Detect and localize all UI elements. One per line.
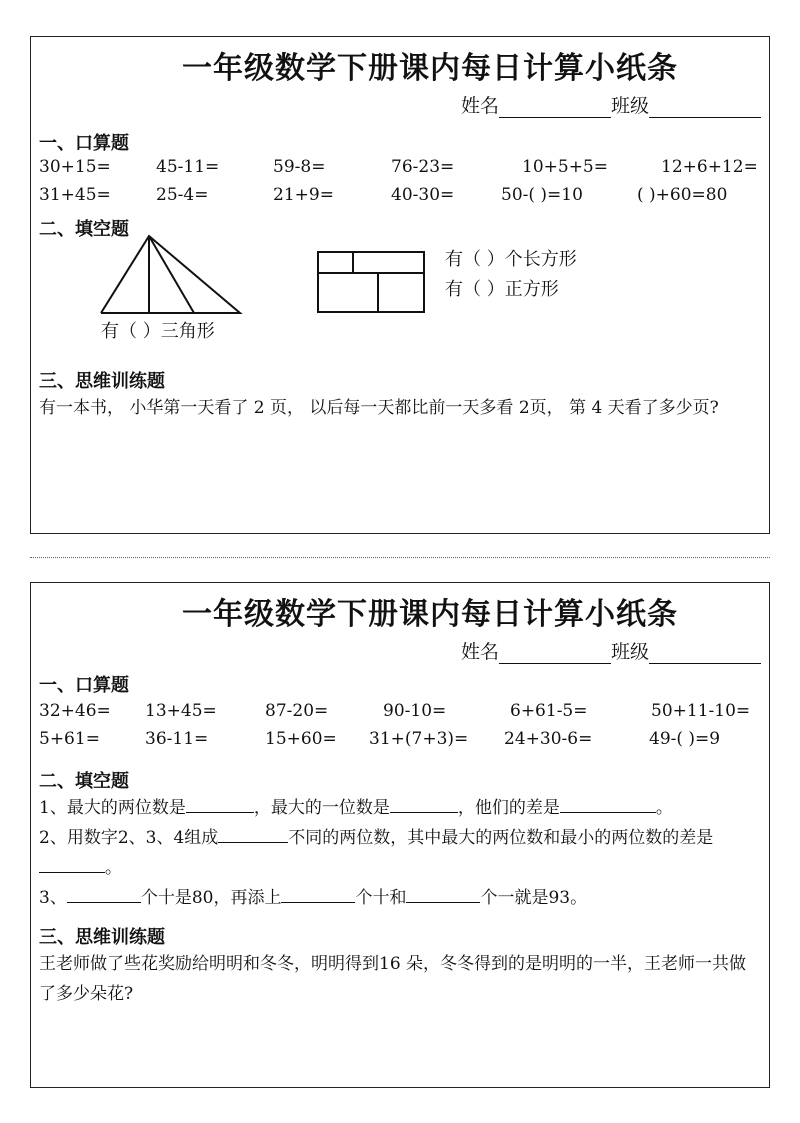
section-heading-mental-math: 一、口算题 [39,675,129,696]
answer-blank[interactable] [281,886,355,903]
square-count-prompt: 有（ ）正方形 [445,279,559,300]
answer-blank[interactable] [218,826,288,843]
section-heading-mental-math: 一、口算题 [39,133,129,154]
exercise: 21+9= [273,185,334,205]
exercise: 40-30= [391,185,455,205]
question-text: 3、 [39,888,67,908]
exercise: 50+11-10= [651,701,751,721]
exercise: 50-( )=10 [501,185,583,205]
name-blank[interactable] [499,645,611,664]
exercise: 10+5+5= [522,157,608,177]
answer-blank[interactable] [406,886,480,903]
exercise: 12+6+12= [661,157,758,177]
question-text: 个十和 [355,888,407,908]
question-text: 不同的两位数，其中最大的两位数和最小的两位数的差是 [288,828,714,848]
answer-blank[interactable] [390,796,458,813]
section-heading-fill-blanks: 二、填空题 [39,219,129,240]
class-blank[interactable] [649,99,761,118]
class-blank[interactable] [649,645,761,664]
cut-line-divider [30,557,770,558]
rectangle-count-prompt: 有（ ）个长方形 [445,249,577,270]
exercise: 31+45= [39,185,111,205]
name-label: 姓名 [460,641,499,663]
triangle-figure [99,233,243,315]
exercise-row [39,157,765,183]
answer-blank[interactable] [560,796,656,813]
question-text: 2、用数字2、3、4组成 [39,828,219,848]
exercise: 30+15= [39,157,111,177]
exercise: 59-8= [273,157,326,177]
worksheet-title: 一年级数学下册课内每日计算小纸条 [182,51,678,86]
fill-blank-question-2 [39,823,763,883]
triangle-count-prompt: 有（ ）三角形 [101,321,215,342]
exercise-row [39,701,765,727]
word-problem: 王老师做了些花奖励给明明和冬冬，明明得到16 朵，冬冬得到的是明明的一半，王老师一共做了多少朵花? [39,954,747,1004]
class-label: 班级 [610,641,649,663]
name-blank[interactable] [499,99,611,118]
rectangle-figure [317,251,425,313]
exercise-row [39,185,765,211]
exercise: 36-11= [145,729,209,749]
fill-blank-question-1 [39,793,763,823]
answer-blank[interactable] [186,796,254,813]
question-text: ，最大的一位数是 [253,798,390,818]
exercise: ( )+60=80 [637,185,728,205]
class-label: 班级 [610,95,649,117]
section-heading-thinking: 三、思维训练题 [39,371,165,392]
question-text: 。 [655,798,673,818]
exercise: 31+(7+3)= [369,729,469,749]
exercise: 45-11= [156,157,220,177]
exercise: 24+30-6= [504,729,593,749]
exercise: 25-4= [156,185,209,205]
exercise: 32+46= [39,701,111,721]
name-label: 姓名 [460,95,499,117]
question-text: 1、最大的两位数是 [39,798,186,818]
name-class-row [461,91,761,118]
worksheet-title: 一年级数学下册课内每日计算小纸条 [182,597,678,632]
section-heading-fill-blanks: 二、填空题 [39,771,129,792]
exercise: 6+61-5= [510,701,588,721]
exercise-row [39,729,765,755]
name-class-row [461,637,761,664]
question-text: 。 [105,858,122,878]
exercise: 76-23= [391,157,455,177]
exercise: 90-10= [383,701,447,721]
exercise: 49-( )=9 [649,729,721,749]
section-heading-thinking: 三、思维训练题 [39,927,165,948]
exercise: 13+45= [145,701,217,721]
exercise: 87-20= [265,701,329,721]
worksheet-card-1 [30,36,770,534]
word-problem: 有一本书， 小华第一天看了 2 页， 以后每一天都比前一天多看 2页， 第 4 天看了多少页? [39,398,719,418]
answer-blank[interactable] [39,856,105,873]
answer-blank[interactable] [67,886,141,903]
question-text: ，他们的差是 [457,798,560,818]
question-text: 个一就是93。 [480,888,588,908]
exercise: 5+61= [39,729,100,749]
exercise: 15+60= [265,729,337,749]
fill-blank-question-3 [39,883,763,913]
question-text: 个十是80，再添上 [140,888,282,908]
worksheet-card-2 [30,582,770,1088]
